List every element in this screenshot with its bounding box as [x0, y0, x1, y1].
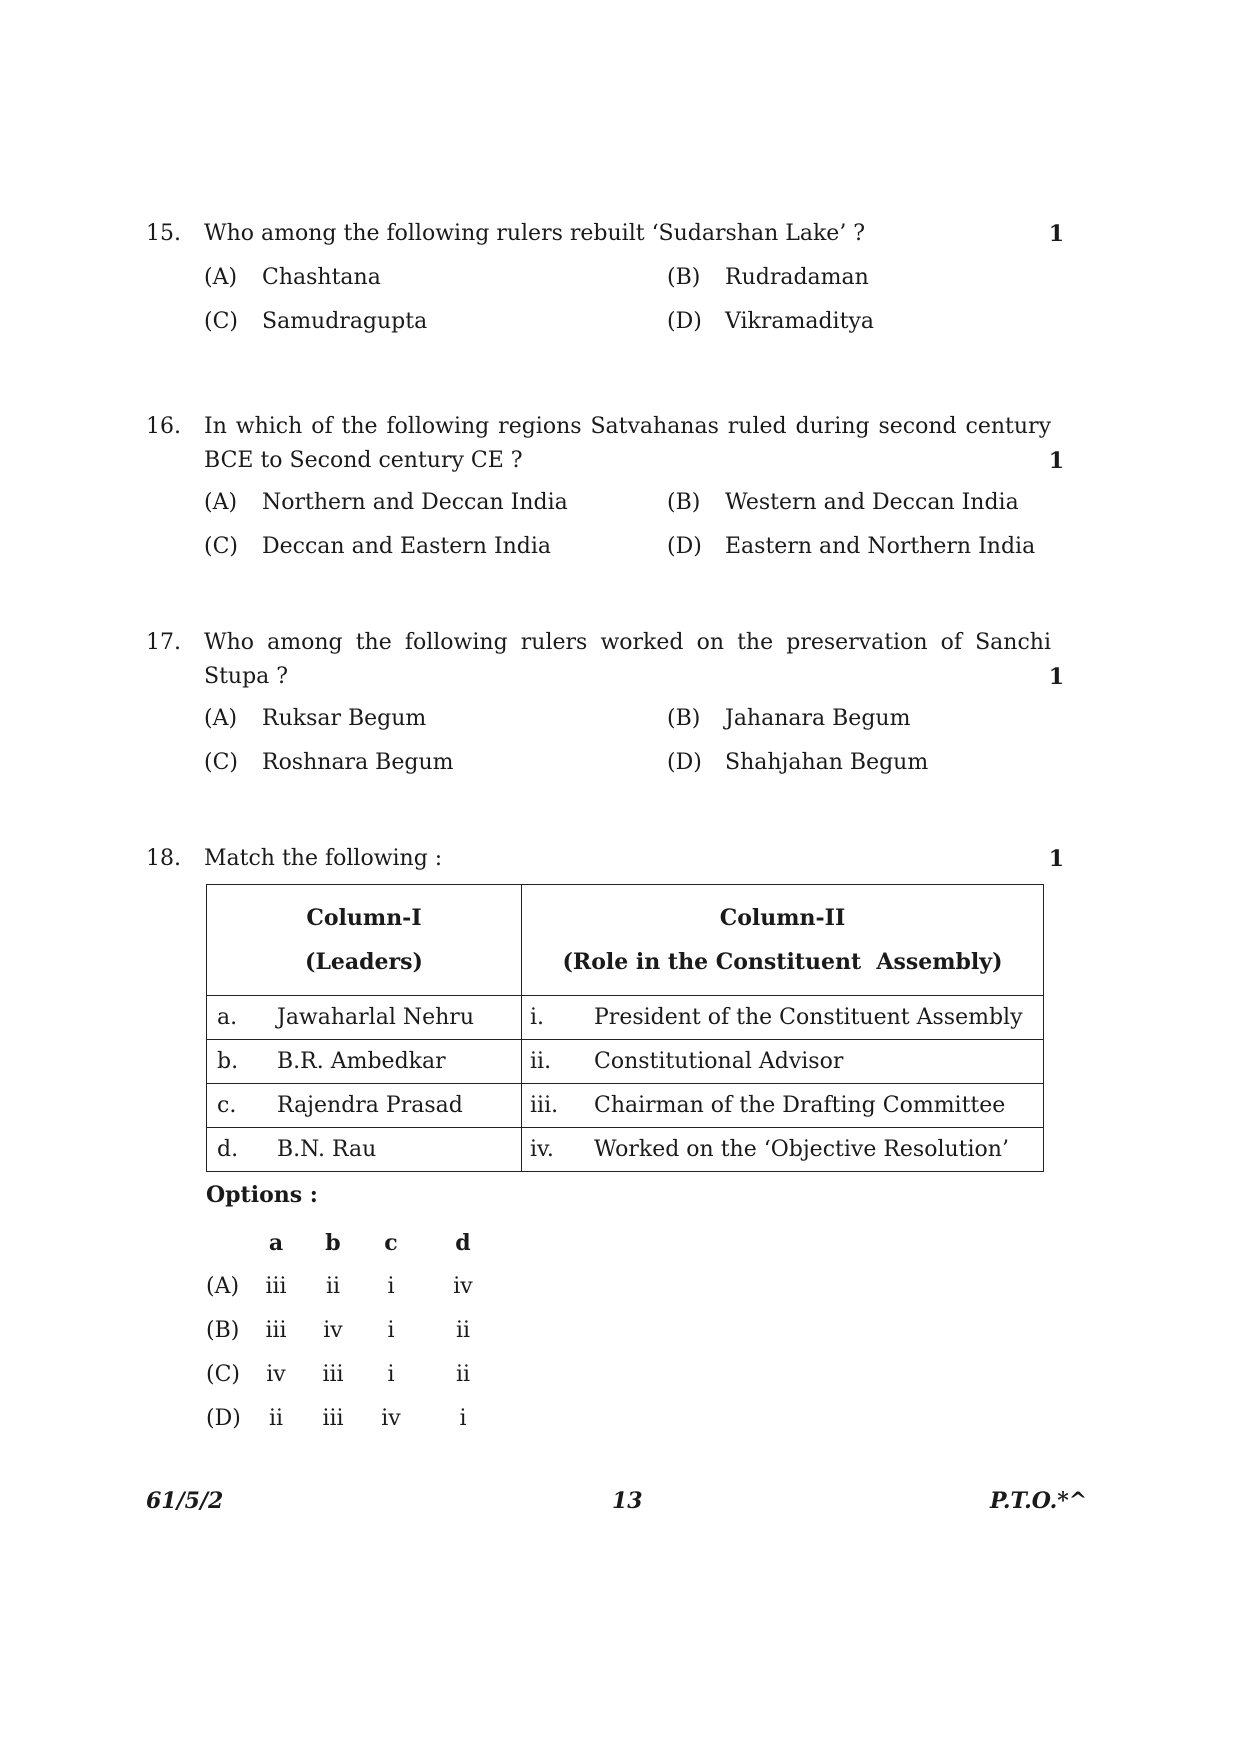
footer-code: 61/5/2	[146, 1488, 224, 1514]
table-row	[207, 1128, 1044, 1172]
option-label: (B)	[206, 1318, 240, 1343]
options-row	[204, 530, 1064, 574]
column-1-subtitle: (Leaders)	[305, 949, 423, 975]
column-2-subtitle: (Role in the Constituent Assembly)	[562, 949, 1003, 975]
leader-name: Jawaharlal Nehru	[277, 1005, 474, 1030]
option-label: (A)	[206, 1274, 240, 1299]
question-number: 16.	[146, 414, 181, 439]
option-a: (A) Chashtana	[204, 265, 381, 290]
option-d: (D) Vikramaditya	[667, 309, 874, 334]
option-value: iv	[453, 1274, 473, 1299]
option-value: ii	[455, 1318, 471, 1343]
leader-name: B.N. Rau	[277, 1137, 377, 1162]
question-17	[146, 626, 1064, 790]
option-value: i	[387, 1318, 395, 1343]
question-number: 18.	[146, 846, 181, 871]
options-title: Options :	[206, 1182, 318, 1208]
row-key: b.	[217, 1049, 239, 1074]
option-c: (C) Roshnara Begum	[204, 750, 454, 775]
row-key: i.	[530, 1005, 545, 1030]
option-b: (B) Western and Deccan India	[667, 490, 1019, 515]
question-marks: 1	[1048, 664, 1064, 690]
question-text: In which of the following regions Satvahanas ruled during second century BCE to Second century CE ?	[204, 414, 1051, 473]
header-c: c	[384, 1230, 398, 1256]
options-row	[204, 261, 1064, 305]
option-value: iii	[322, 1362, 344, 1387]
option-a: (A) Ruksar Begum	[204, 706, 427, 731]
header-b: b	[325, 1230, 341, 1256]
option-value: iii	[265, 1274, 287, 1299]
question-text: Who among the following rulers rebuilt ‘Sudarshan Lake’ ?	[204, 221, 866, 246]
column-2-header	[522, 885, 1044, 996]
match-table	[206, 884, 1044, 1172]
row-key: ii.	[530, 1049, 552, 1074]
page-number: 13	[612, 1488, 643, 1514]
option-a: (A) Northern and Deccan India	[204, 490, 568, 515]
footer-pto: P.T.O.*^	[990, 1488, 1088, 1514]
option-b: (B) Rudradaman	[667, 265, 869, 290]
options-row	[204, 305, 1064, 349]
option-value: ii	[455, 1362, 471, 1387]
question-marks: 1	[1048, 448, 1064, 474]
question-number: 17.	[146, 630, 181, 655]
question-15	[146, 217, 1064, 349]
column-1-header	[207, 885, 522, 996]
role-text: Constitutional Advisor	[594, 1049, 844, 1074]
option-value: iii	[322, 1406, 344, 1431]
option-b: (B) Jahanara Begum	[667, 706, 911, 731]
question-text: Who among the following rulers worked on the preservation of Sanchi Stupa ?	[204, 630, 1051, 689]
row-key: c.	[217, 1093, 237, 1118]
question-marks: 1	[1048, 221, 1064, 247]
row-key: d.	[217, 1137, 239, 1162]
role-text: President of the Constituent Assembly	[594, 1005, 1023, 1030]
table-row	[207, 996, 1044, 1040]
header-d: d	[455, 1230, 471, 1256]
options-row	[204, 746, 1064, 790]
option-value: iv	[266, 1362, 286, 1387]
option-d: (D) Shahjahan Begum	[667, 750, 929, 775]
option-c: (C) Samudragupta	[204, 309, 428, 334]
options-row	[204, 486, 1064, 530]
column-1-title: Column-I	[306, 905, 422, 931]
question-marks: 1	[1048, 846, 1064, 872]
table-header-row	[207, 885, 1044, 996]
option-label: (C)	[206, 1362, 240, 1387]
option-c: (C) Deccan and Eastern India	[204, 534, 552, 559]
role-text: Worked on the ‘Objective Resolution’	[594, 1137, 1009, 1162]
row-key: iii.	[530, 1093, 559, 1118]
question-number: 15.	[146, 221, 181, 246]
option-label: (D)	[206, 1406, 241, 1431]
row-key: iv.	[530, 1137, 554, 1162]
leader-name: Rajendra Prasad	[277, 1093, 463, 1118]
header-a: a	[268, 1230, 284, 1256]
option-value: i	[459, 1406, 467, 1431]
leader-name: B.R. Ambedkar	[277, 1049, 446, 1074]
table-row	[207, 1084, 1044, 1128]
role-text: Chairman of the Drafting Committee	[594, 1093, 1006, 1118]
table-row	[207, 1040, 1044, 1084]
option-value: iv	[381, 1406, 401, 1431]
question-18	[146, 842, 1064, 876]
option-value: i	[387, 1274, 395, 1299]
question-text: Match the following :	[204, 846, 443, 871]
row-key: a.	[217, 1005, 238, 1030]
question-16	[146, 410, 1064, 574]
options-row	[204, 702, 1064, 746]
option-value: i	[387, 1362, 395, 1387]
option-value: ii	[325, 1274, 341, 1299]
option-value: ii	[268, 1406, 284, 1431]
option-value: iii	[265, 1318, 287, 1343]
option-d: (D) Eastern and Northern India	[667, 534, 1036, 559]
option-value: iv	[323, 1318, 343, 1343]
column-2-title: Column-II	[719, 905, 846, 931]
